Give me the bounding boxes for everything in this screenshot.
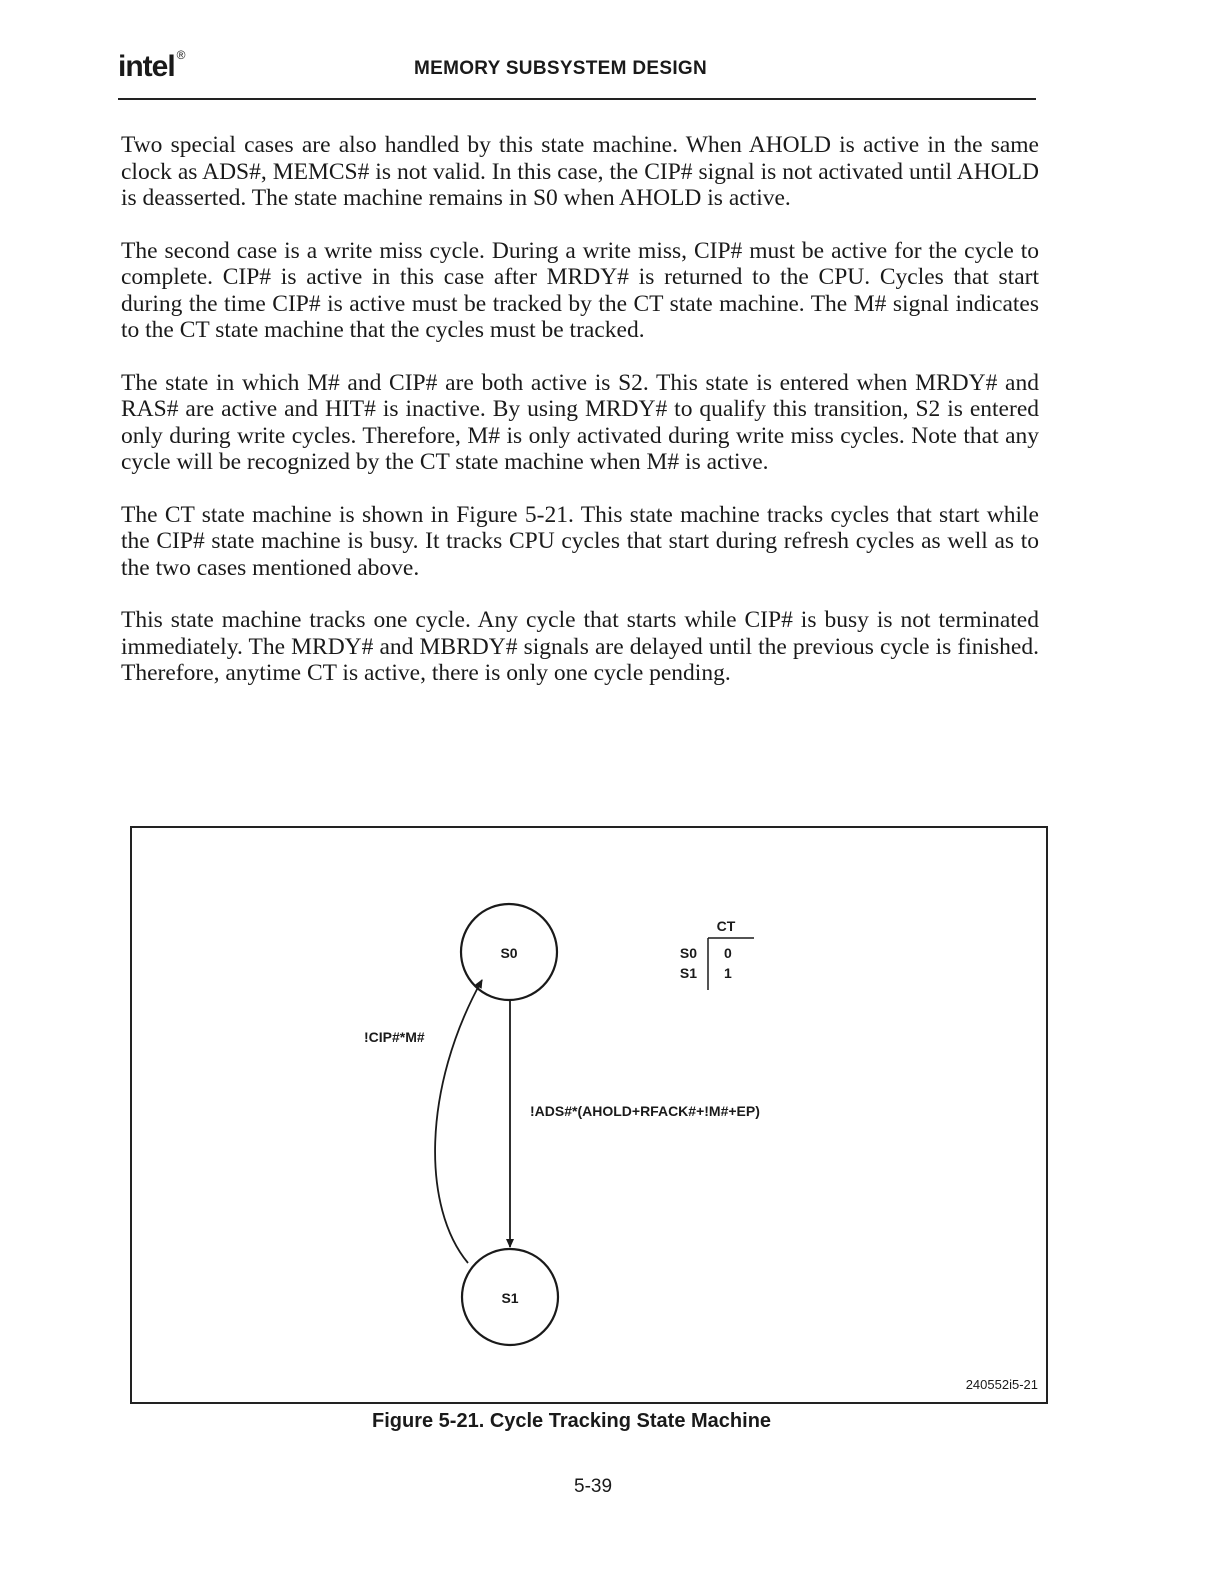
header-title: MEMORY SUBSYSTEM DESIGN — [414, 58, 707, 79]
page-header — [118, 48, 1036, 100]
paragraph: The state in which M# and CIP# are both active is S2. This state is entered when MRDY# and RAS# are active and HIT# is inactive. By using MRDY# to qualify this transition, S2 is entered only during write cycles. Therefore, M# is only activated during write miss cycles. Note that any cycle will be recognized by the CT state machine when M# is active. — [121, 369, 1039, 475]
paragraph: Two special cases are also handled by this state machine. When AHOLD is active in the same clock as ADS#, MEMCS# is not valid. In this case, the CIP# signal is not activated until AHOLD is deasserted. The state machine remains in S0 when AHOLD is active. — [121, 132, 1039, 211]
state-s1-label: S1 — [501, 1290, 519, 1306]
figure-caption: Figure 5-21. Cycle Tracking State Machine — [372, 1410, 772, 1432]
paragraph: The second case is a write miss cycle. During a write miss, CIP# must be active for the cycle to complete. CIP# is active in this case after MRDY# is returned to the CPU. Cycles that start during the time CIP# is active must be tracked by the CT state machine. The M# signal indicates to the CT state machine that the cycles must be tracked. — [121, 237, 1039, 343]
output-table-header: CT — [716, 918, 736, 934]
state-diagram — [132, 828, 1046, 1402]
paragraph: The CT state machine is shown in Figure 5-21. This state machine tracks cycles that start while the CIP# state machine is busy. It tracks CPU cycles that start during refresh cycles as well as to the two cases mentioned above. — [121, 501, 1039, 581]
intel-logo — [118, 50, 185, 84]
transition-up-label: !CIP#*M# — [364, 1029, 425, 1045]
output-table-value: 0 — [724, 945, 732, 961]
body-text — [121, 132, 1039, 713]
registered-mark: ® — [176, 48, 185, 62]
output-table-value: 1 — [724, 965, 732, 981]
output-table-state: S1 — [679, 965, 697, 981]
logo-text: intel — [118, 50, 175, 83]
figure-box — [130, 826, 1048, 1404]
transition-s1-to-s0 — [435, 980, 482, 1263]
paragraph: This state machine tracks one cycle. Any cycle that starts while CIP# is busy is not terminated immediately. The MRDY# and MBRDY# signals are delayed until the previous cycle is finished. Therefore, anytime CT is active, there is only one cycle pending. — [121, 607, 1039, 686]
state-s0-label: S0 — [500, 945, 518, 961]
output-table-state: S0 — [679, 945, 697, 961]
transition-down-label: !ADS#*(AHOLD+RFACK#+!M#+EP) — [530, 1103, 760, 1119]
page-number: 5-39 — [574, 1476, 613, 1497]
figure-id: 240552i5-21 — [965, 1377, 1038, 1392]
